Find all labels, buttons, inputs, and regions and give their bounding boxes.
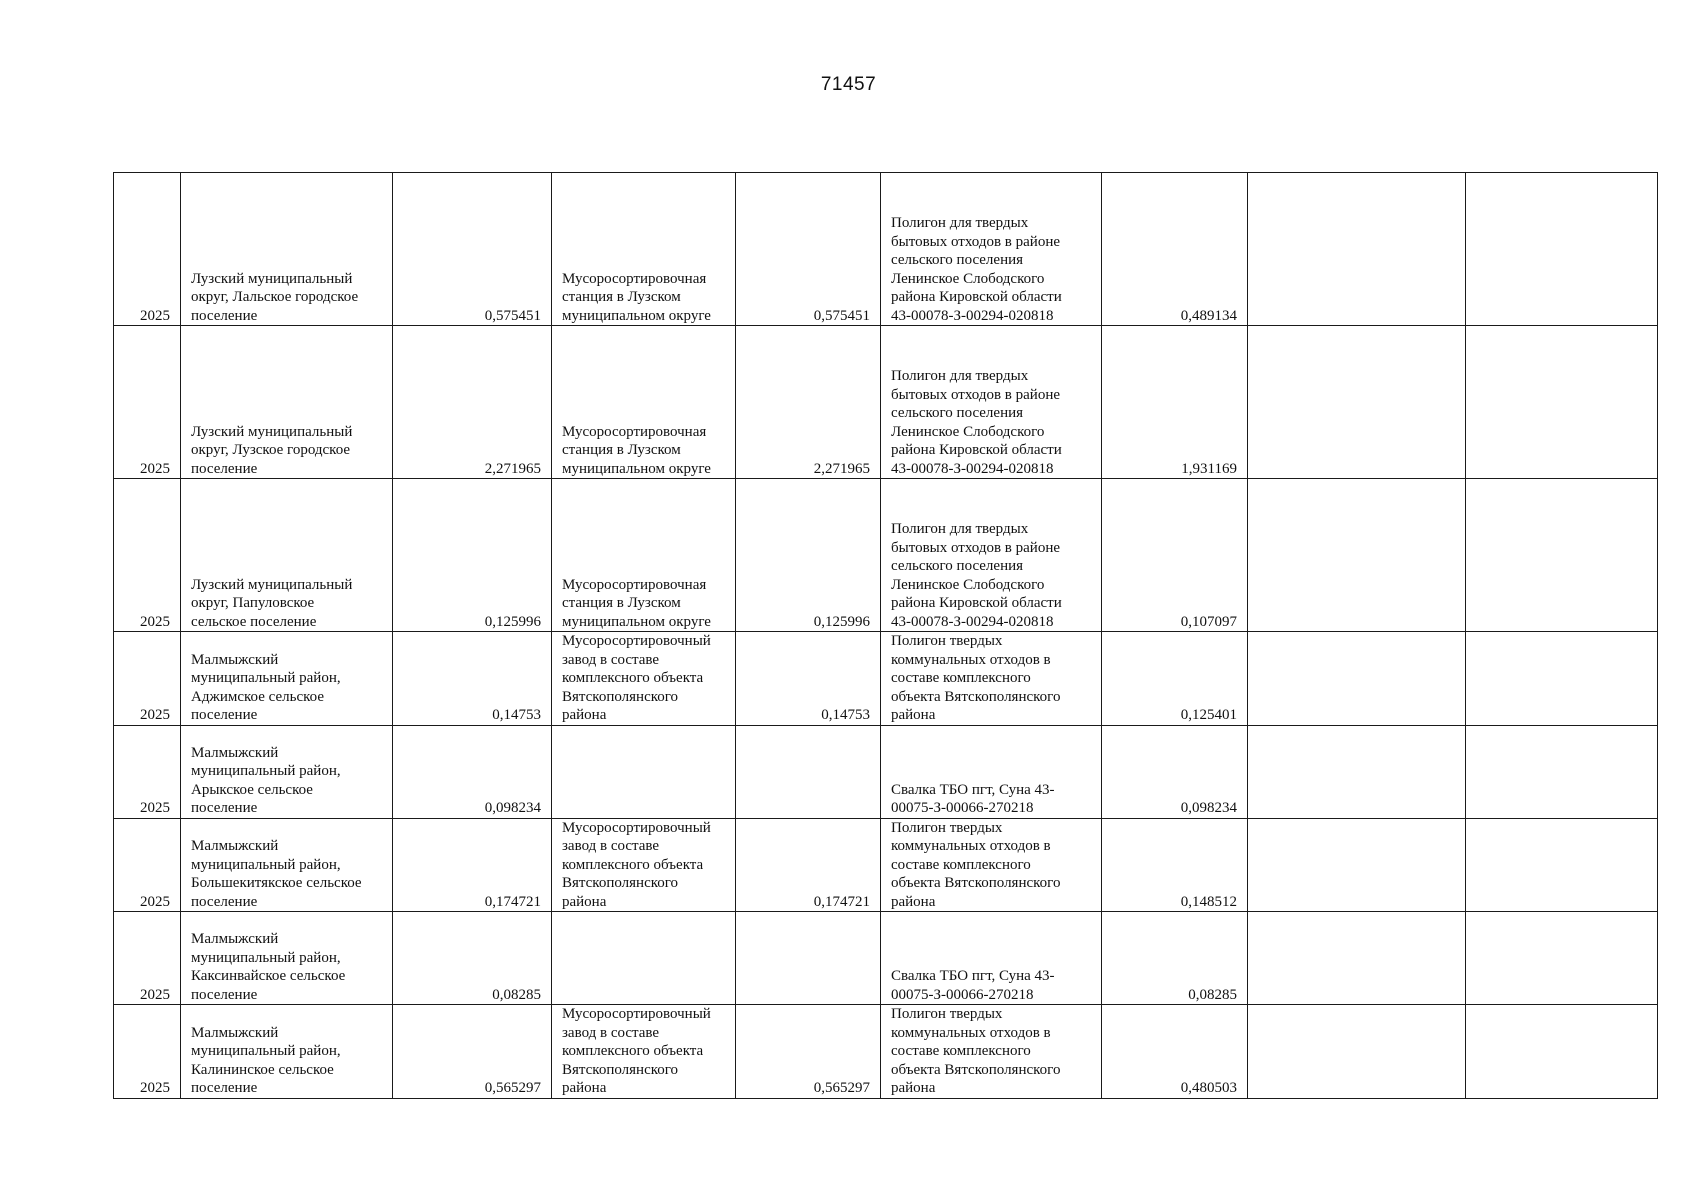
disposal-facility-cell: Полигон для твердых бытовых отходов в районе сельского поселения Ленинское Слободского района Кировской области 43-00078-З-00294-020818 <box>881 479 1102 632</box>
extra-cell-1 <box>1248 173 1466 326</box>
extra-cell-1 <box>1248 818 1466 912</box>
disposal-volume-cell: 0,107097 <box>1102 479 1248 632</box>
table-row <box>114 479 1658 632</box>
disposal-facility-cell: Полигон твердых коммунальных отходов в составе комплексного объекта Вятскополянского района <box>881 632 1102 726</box>
year-cell: 2025 <box>114 326 181 479</box>
disposal-volume-cell: 0,148512 <box>1102 818 1248 912</box>
sorting-volume-cell: 2,271965 <box>736 326 881 479</box>
disposal-volume-cell: 0,098234 <box>1102 725 1248 818</box>
year-cell: 2025 <box>114 632 181 726</box>
sorting-facility-cell: Мусоросортировочная станция в Лузском муниципальном округе <box>552 479 736 632</box>
volume-cell: 0,575451 <box>393 173 552 326</box>
year-cell: 2025 <box>114 1005 181 1099</box>
table-row <box>114 725 1658 818</box>
year-cell: 2025 <box>114 818 181 912</box>
extra-cell-1 <box>1248 326 1466 479</box>
volume-cell: 2,271965 <box>393 326 552 479</box>
sorting-volume-cell <box>736 725 881 818</box>
sorting-facility-cell <box>552 912 736 1005</box>
year-cell: 2025 <box>114 912 181 1005</box>
sorting-facility-cell <box>552 725 736 818</box>
disposal-facility-cell: Свалка ТБО пгт, Суна 43- 00075-З-00066-270218 <box>881 912 1102 1005</box>
extra-cell-2 <box>1466 912 1658 1005</box>
volume-cell: 0,08285 <box>393 912 552 1005</box>
page-number: 71457 <box>820 74 877 95</box>
extra-cell-2 <box>1466 632 1658 726</box>
sorting-facility-cell: Мусоросортировочный завод в составе комплексного объекта Вятскополянского района <box>552 1005 736 1099</box>
table-row <box>114 173 1658 326</box>
municipality-cell: Лузский муниципальный округ, Лузское городское поселение <box>181 326 393 479</box>
sorting-facility-cell: Мусоросортировочный завод в составе комплексного объекта Вятскополянского района <box>552 818 736 912</box>
sorting-facility-cell: Мусоросортировочный завод в составе комплексного объекта Вятскополянского района <box>552 632 736 726</box>
extra-cell-2 <box>1466 1005 1658 1099</box>
sorting-volume-cell <box>736 912 881 1005</box>
table-row <box>114 818 1658 912</box>
disposal-volume-cell: 0,08285 <box>1102 912 1248 1005</box>
disposal-volume-cell: 0,489134 <box>1102 173 1248 326</box>
extra-cell-2 <box>1466 818 1658 912</box>
table-row <box>114 1005 1658 1099</box>
volume-cell: 0,565297 <box>393 1005 552 1099</box>
municipality-cell: Лузский муниципальный округ, Лальское городское поселение <box>181 173 393 326</box>
extra-cell-2 <box>1466 173 1658 326</box>
table-row <box>114 632 1658 726</box>
year-cell: 2025 <box>114 479 181 632</box>
extra-cell-1 <box>1248 725 1466 818</box>
sorting-volume-cell: 0,174721 <box>736 818 881 912</box>
waste-flow-table <box>113 172 1658 1099</box>
table-row <box>114 326 1658 479</box>
disposal-facility-cell: Полигон твердых коммунальных отходов в составе комплексного объекта Вятскополянского района <box>881 1005 1102 1099</box>
extra-cell-2 <box>1466 725 1658 818</box>
volume-cell: 0,14753 <box>393 632 552 726</box>
table-row <box>114 912 1658 1005</box>
sorting-volume-cell: 0,565297 <box>736 1005 881 1099</box>
sorting-volume-cell: 0,575451 <box>736 173 881 326</box>
sorting-volume-cell: 0,14753 <box>736 632 881 726</box>
volume-cell: 0,125996 <box>393 479 552 632</box>
extra-cell-1 <box>1248 632 1466 726</box>
volume-cell: 0,174721 <box>393 818 552 912</box>
year-cell: 2025 <box>114 173 181 326</box>
sorting-volume-cell: 0,125996 <box>736 479 881 632</box>
municipality-cell: Малмыжский муниципальный район, Большекитякское сельское поселение <box>181 818 393 912</box>
extra-cell-1 <box>1248 479 1466 632</box>
municipality-cell: Лузский муниципальный округ, Папуловское сельское поселение <box>181 479 393 632</box>
extra-cell-2 <box>1466 479 1658 632</box>
extra-cell-2 <box>1466 326 1658 479</box>
disposal-facility-cell: Свалка ТБО пгт, Суна 43- 00075-З-00066-270218 <box>881 725 1102 818</box>
disposal-facility-cell: Полигон твердых коммунальных отходов в составе комплексного объекта Вятскополянского района <box>881 818 1102 912</box>
disposal-facility-cell: Полигон для твердых бытовых отходов в районе сельского поселения Ленинское Слободского района Кировской области 43-00078-З-00294-020818 <box>881 173 1102 326</box>
disposal-volume-cell: 0,480503 <box>1102 1005 1248 1099</box>
sorting-facility-cell: Мусоросортировочная станция в Лузском муниципальном округе <box>552 173 736 326</box>
year-cell: 2025 <box>114 725 181 818</box>
volume-cell: 0,098234 <box>393 725 552 818</box>
disposal-facility-cell: Полигон для твердых бытовых отходов в районе сельского поселения Ленинское Слободского района Кировской области 43-00078-З-00294-020818 <box>881 326 1102 479</box>
municipality-cell: Малмыжский муниципальный район, Арыкское сельское поселение <box>181 725 393 818</box>
sorting-facility-cell: Мусоросортировочная станция в Лузском муниципальном округе <box>552 326 736 479</box>
municipality-cell: Малмыжский муниципальный район, Аджимское сельское поселение <box>181 632 393 726</box>
disposal-volume-cell: 0,125401 <box>1102 632 1248 726</box>
disposal-volume-cell: 1,931169 <box>1102 326 1248 479</box>
municipality-cell: Малмыжский муниципальный район, Калининское сельское поселение <box>181 1005 393 1099</box>
municipality-cell: Малмыжский муниципальный район, Каксинвайское сельское поселение <box>181 912 393 1005</box>
extra-cell-1 <box>1248 1005 1466 1099</box>
extra-cell-1 <box>1248 912 1466 1005</box>
